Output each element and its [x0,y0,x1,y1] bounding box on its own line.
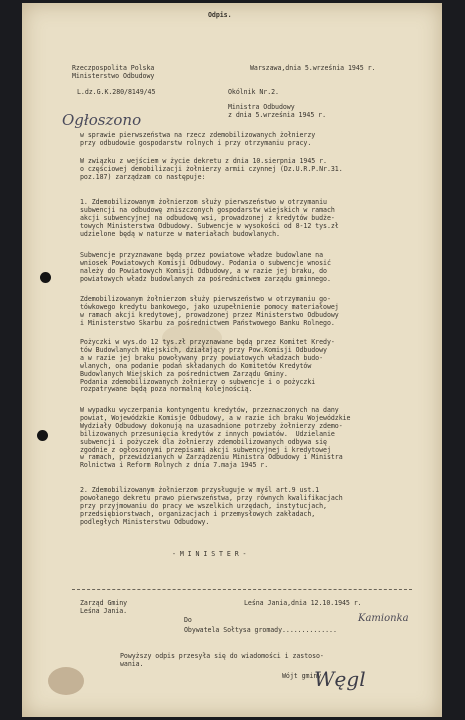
text-line: Pożyczki w wys.do 12 tys.zł przyznawane będą przez Komitet Kredy- [80,338,335,346]
divider-line [72,589,412,590]
text-line: Budowlanych Wiejskich za pośrednictwem Zarządu Gminy. [80,369,288,378]
addressee: Obywatela Sołtysa gromady.............. [184,626,337,634]
paragraph-2 [80,252,331,284]
punch-hole [37,430,48,441]
text-line: poz.187) zarządzam co następuje: [80,172,206,181]
handwritten-note: Ogłoszono [62,111,142,129]
text-line: powołanego dekretu prawo pierwszeństwa, przy równych kwalifikacjach [80,493,343,502]
paragraph-5 [80,407,350,470]
text-line: tówkowego kredytu bankowego, jako uzupełnienie pomocy materiałowej [80,302,339,311]
text-line: w ramach, przewidzianych w Zarządzeniu Ministra Odbudowy i Ministra [80,453,343,462]
text-line: towych Ministerstwa Odbudowy. Subwencje w wysokości od 8-12 tys.zł [80,221,339,230]
text-line: powiatowych władz budowlanych za pośrednictwem zarządu gminnego. [80,274,331,283]
handwritten-village: Kamionka [358,613,409,624]
text-line: akcji subwencyjnej na odbudowę wsi, prowadzonej z kredytów budże- [80,213,335,222]
circular-from-line: z dnia 5.września 1945 r. [228,110,326,119]
text-line: powiat, Wojewódzkie Komisje Odbudowy, a w razie ich braku Wojewódzkie [80,413,351,422]
paragraph-4 [80,339,335,394]
footer-left-line: Zarząd Gminy [80,599,128,607]
header-left-line: Rzeczpospolita Polska [72,64,155,72]
handwritten-signature: Węgl [314,667,366,691]
text-line: Podania zdemobilizowanych żołnierzy o subwencje i o pożyczki [80,377,316,386]
text-line: subwencji i pożyczek dla żołnierzy zdemobilizowanych odbywa się [80,437,327,446]
text-line: a w razie jej braku powoływany przy powiatowych władzach budo- [80,353,324,362]
footer-left [80,600,127,616]
text-line: tów Budowlanych Wiejskich, działający przy Pow.Komisji Odbudowy [80,345,327,354]
paragraph-3 [80,296,339,328]
text-line: zgodnie z ogłoszonymi przepisami akcji subwencyjnej i kredytowej [80,445,331,454]
text-line: o częściowej demobilizacji żołnierzy armii czynnej (Dz.U.R.P.Nr.31. [80,164,343,173]
text-line: wniosek Powiatowych Komisji Odbudowy. Podania o subwencje wnosić [80,258,331,267]
closing-line: wania. [120,659,144,668]
text-line: Zdemobilizowanym żołnierzom służy pierwszeństwo w otrzymaniu go- [80,295,331,303]
circular-from [228,104,326,120]
closing-line: Powyższy odpis przesyła się do wiadomości i zastoso- [120,652,324,660]
text-line: W wypadku wyczerpania kontyngentu kredytów, przeznaczonych na dany [80,406,339,414]
minister-signature: - M I N I S T E R - [172,550,247,558]
punch-hole [40,272,51,283]
place-date: Warszawa,dnia 5.września 1945 r. [250,64,376,72]
text-line: Wydziały Odbudowy dokonują na uzasadnione potrzeby żołnierzy zdemo- [80,421,343,430]
text-line: Subwencje przyznawane będą przez powiatowe władze budowlane na [80,251,324,259]
paragraph-intro [80,158,343,182]
text-line: należy do Powiatowych Komisji Odbudowy, a w razie jej braku, do [80,266,327,275]
subject [80,132,315,148]
reference-number: L.dz.G.K.280/8149/45 [77,88,156,96]
paper-stain [48,667,84,695]
text-line: przedsiębiorstwach, organizacjach i przemysłowych zakładach, [80,509,316,518]
text-line: wlanych, ona podanie podań składanych do Komitetów Kredytów [80,361,312,370]
subject-line: w sprawie pierwszeństwa na rzecz zdemobilizowanych żołnierzy [80,131,316,139]
footer-signature-label: Wójt gminy. [282,672,326,680]
text-line: w ramach akcji kredytowej, prowadzonej przez Ministerstwo Odbudowy [80,310,339,319]
footer-left-line: Leśna Jania. [80,606,128,615]
text-line: udzielone będą w naturze w materiałach budowlanych. [80,229,280,238]
text-line: 2. Zdemobilizowanym żołnierzom przysługuje w myśl art.9 ust.1 [80,486,320,494]
header-left [72,65,154,81]
header-left-line: Ministerstwo Odbudowy [72,71,155,80]
text-line: W związku z wejściem w życie dekretu z dnia 10.sierpnia 1945 r. [80,157,327,165]
paragraph-1 [80,199,339,239]
footer-place-date: Leśna Jania,dnia 12.10.1945 r. [244,599,362,607]
text-line: Rolnictwa i Reform Rolnych z dnia 7.maja 1945 r. [80,461,269,470]
document-sheet [22,3,442,717]
text-line: przy przyjmowaniu do pracy we wszelkich urzędach, instytucjach, [80,501,327,510]
text-line: i Ministerstwo Skarbu za pośrednictwem Państwowego Banku Rolnego. [80,318,335,327]
closing [120,653,324,669]
subject-line: przy odbudowie gospodarstw rolnych i przy otrzymaniu pracy. [80,138,312,147]
text-line: bilizowanych przesunięcia kredytów z innych powiatów. Udzielanie [80,429,335,438]
circular-number: Okólnik Nr.2. [228,88,279,96]
paragraph-6 [80,487,343,527]
to-label: Do [184,616,192,624]
circular-from-line: Ministra Odbudowy [228,103,295,111]
text-line: podległych Ministerstwu Odbudowy. [80,517,210,526]
text-line: subwencji na odbudowę zniszczonych gospodarstw wiejskich w ramach [80,205,335,214]
text-line: rozpatrywane będą poza normalną kolejnością. [80,385,253,394]
text-line: 1. Zdemobilizowanym żołnierzom służy pierwszeństwo w otrzymaniu [80,198,327,206]
document-title: Odpis. [208,11,232,19]
